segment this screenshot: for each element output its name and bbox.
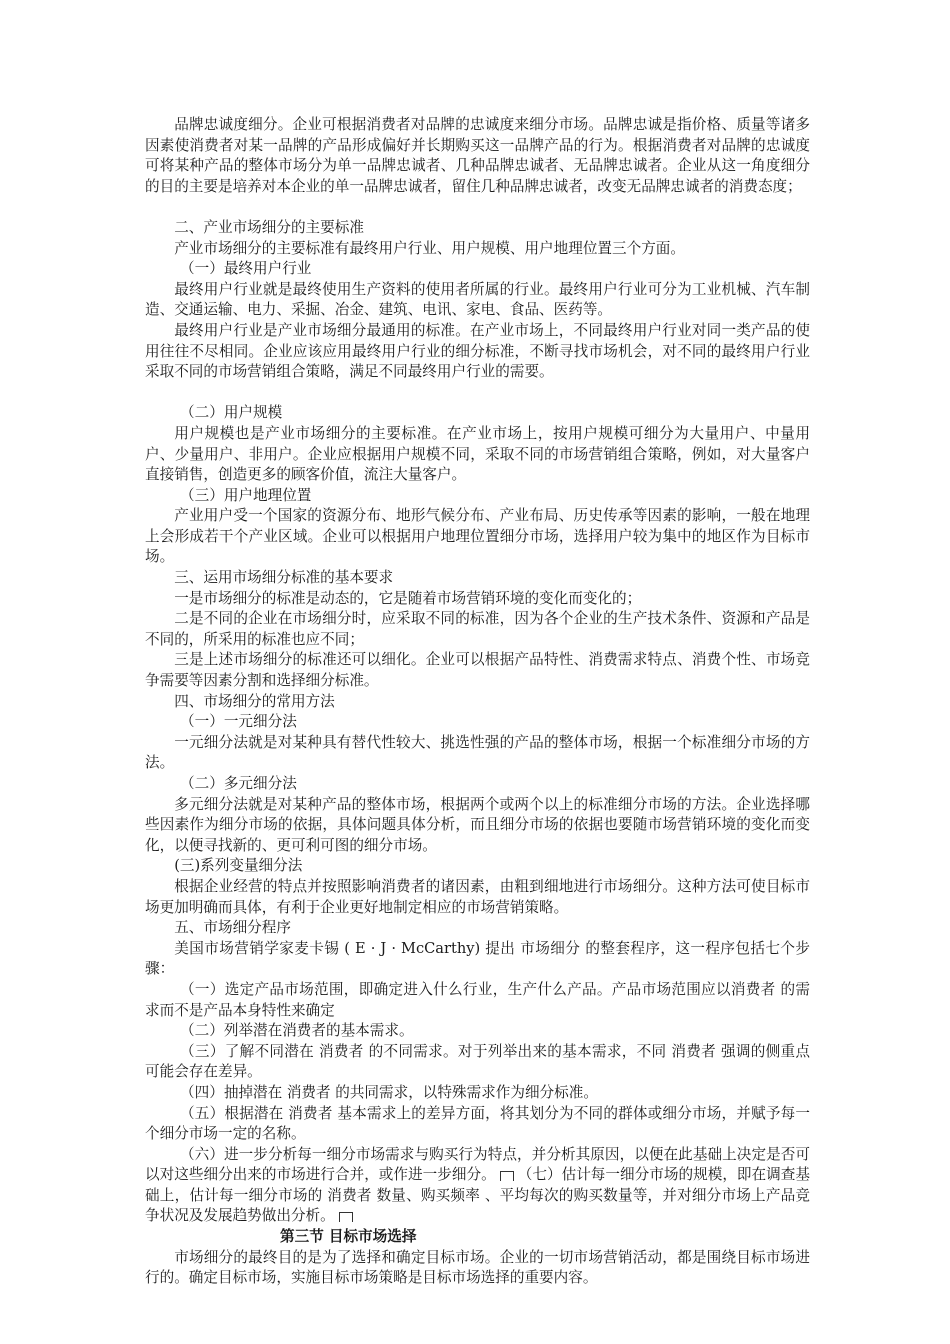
- paragraph-brand-loyalty: 品牌忠诚度细分。企业可根据消费者对品牌的忠诚度来细分市场。品牌忠诚是指价格、质量等诸多因素使消费者对某一品牌的产品形成偏好并长期购买这一品牌产品的行为。根据消费者对品牌的忠诚度可将某种产品的整体市场分为单一品牌忠诚者、几种品牌忠诚者、无品牌忠诚者。企业从这一角度细分的目的主要是培养对本企业的单一品牌忠诚者，留住几种品牌忠诚者，改变无品牌忠诚者的消费态度；: [145, 116, 810, 195]
- step-1: （一）选定产品市场范围，即确定进入什么行业，生产什么产品。产品市场范围应以消费者 的需求而不是产品本身特性来确定: [145, 980, 810, 1019]
- heading-segmentation-procedure: 五、市场细分程序: [174, 919, 291, 937]
- heading-industrial-standards: 二、产业市场细分的主要标准: [174, 218, 364, 236]
- step-2: （二）列举潜在消费者的基本需求。: [180, 1022, 414, 1040]
- paragraph-user-location: 产业用户受一个国家的资源分布、地形气候分布、产业布局、历史传承等因素的影响，一般在地理上会形成若干个产业区域。企业可以根据用户地理位置细分市场，选择用户较为集中的地区作为目标市场。: [145, 507, 810, 566]
- step-6-7: [145, 1145, 810, 1227]
- subheading-user-location: （三）用户地理位置: [180, 486, 312, 504]
- paragraph-target-market: 市场细分的最终目的是为了选择和确定目标市场。企业的一切市场营销活动，都是围绕目标市场进行的。确定目标市场，实施目标市场策略是目标市场选择的重要内容。: [145, 1248, 810, 1287]
- subheading-end-user: （一）最终用户行业: [180, 260, 312, 278]
- subheading-user-scale: （二）用户规模: [180, 404, 283, 422]
- heading-basic-requirements: 三、运用市场细分标准的基本要求: [174, 569, 394, 587]
- step-5: （五）根据潜在 消费者 基本需求上的差异方面，将其划分为不同的群体或细分市场，并赋予每一个细分市场一定的名称。: [145, 1104, 810, 1143]
- paragraph-end-user-2: 最终用户行业是产业市场细分最通用的标准。在产业市场上，不同最终用户行业对同一类产品的使用往往不尽相同。企业应该应用最终用户行业的细分标准，不断寻找市场机会，对不同的最终用户行业采取不同的市场营销组合策略，满足不同最终用户行业的需要。: [145, 321, 810, 381]
- paragraph-industrial-intro: 产业市场细分的主要标准有最终用户行业、用户规模、用户地理位置三个方面。: [174, 239, 685, 257]
- paragraph-multi-factor: 多元细分法就是对某种产品的整体市场，根据两个或两个以上的标准细分市场的方法。企业选择哪些因素作为细分市场的依据，具体问题具体分析，而且细分市场的依据也要随市场营销环境的变化而变化，以便寻找新的、更可利可图的细分市场。: [145, 795, 810, 854]
- paragraph-user-scale: 用户规模也是产业市场细分的主要标准。在产业市场上，按用户规模可细分为大量用户、中量用户、少量用户、非用户。企业应根据用户规模不同，采取不同的市场营销组合策略，例如，对大量客户直接销售，创造更多的顾客价值，流注大量客户。: [145, 424, 810, 484]
- step-7: （七）估计每一细分市场的规模，即在调查基础上，估计每一细分市场的 消费者 数量、购买频率 、平均每次的购买数量等，并对细分市场上产品竞争状况及发展趋势做出分析。: [145, 1166, 810, 1225]
- paragraph-end-user-1: 最终用户行业就是最终使用生产资料的使用者所属的行业。最终用户行业可分为工业机械、汽车制造、交通运输、电力、采掘、冶金、建筑、电讯、家电、食品、医药等。: [145, 280, 810, 319]
- paragraph-procedure-intro: 美国市场营销学家麦卡锡 ( E · J · McCarthy) 提出 市场细分 的整套程序，这一程序包括七个步骤：: [145, 939, 810, 978]
- subheading-series-variable: (三)系列变量细分法: [174, 857, 303, 875]
- heading-common-methods: 四、市场细分的常用方法: [174, 692, 335, 710]
- bracket-mark-icon: [339, 1212, 353, 1222]
- section-title: 第三节 目标市场选择: [280, 1228, 417, 1246]
- step-6: （六）进一步分析每一细分市场需求与购买行为特点，并分析其原因，以便在此基础上决定是否可以对这些细分出来的市场进行合并，或作进一步细分。: [145, 1145, 810, 1184]
- step-3: （三）了解不同潜在 消费者 的不同需求。对于列举出来的基本需求，不同 消费者 强调的侧重点可能会存在差异。: [145, 1042, 810, 1081]
- paragraph-requirement-1: 一是市场细分的标准是动态的，它是随着市场营销环境的变化而变化的；: [174, 589, 642, 607]
- document-page: [145, 115, 810, 1289]
- paragraph-requirement-2: 二是不同的企业在市场细分时，应采取不同的标准，因为各个企业的生产技术条件、资源和产品是不同的，所采用的标准也应不同；: [145, 610, 810, 648]
- subheading-multi-factor: （二）多元细分法: [180, 775, 297, 792]
- bracket-mark-icon: [500, 1171, 514, 1181]
- paragraph-requirement-3: 三是上述市场细分的标准还可以细化。企业可以根据产品特性、消费需求特点、消费个性、市场竞争需要等因素分割和选择细分标准。: [145, 651, 810, 690]
- subheading-single-factor: （一）一元细分法: [180, 713, 297, 731]
- paragraph-series-variable: 根据企业经营的特点并按照影响消费者的诸因素，由粗到细地进行市场细分。这种方法可使目标市场更加明确而具体，有利于企业更好地制定相应的市场营销策略。: [145, 877, 810, 916]
- paragraph-single-factor: 一元细分法就是对某种具有替代性较大、挑选性强的产品的整体市场，根据一个标准细分市场的方法。: [145, 733, 810, 772]
- step-4: （四）抽掉潜在 消费者 的共同需求，以特殊需求作为细分标准。: [180, 1083, 598, 1101]
